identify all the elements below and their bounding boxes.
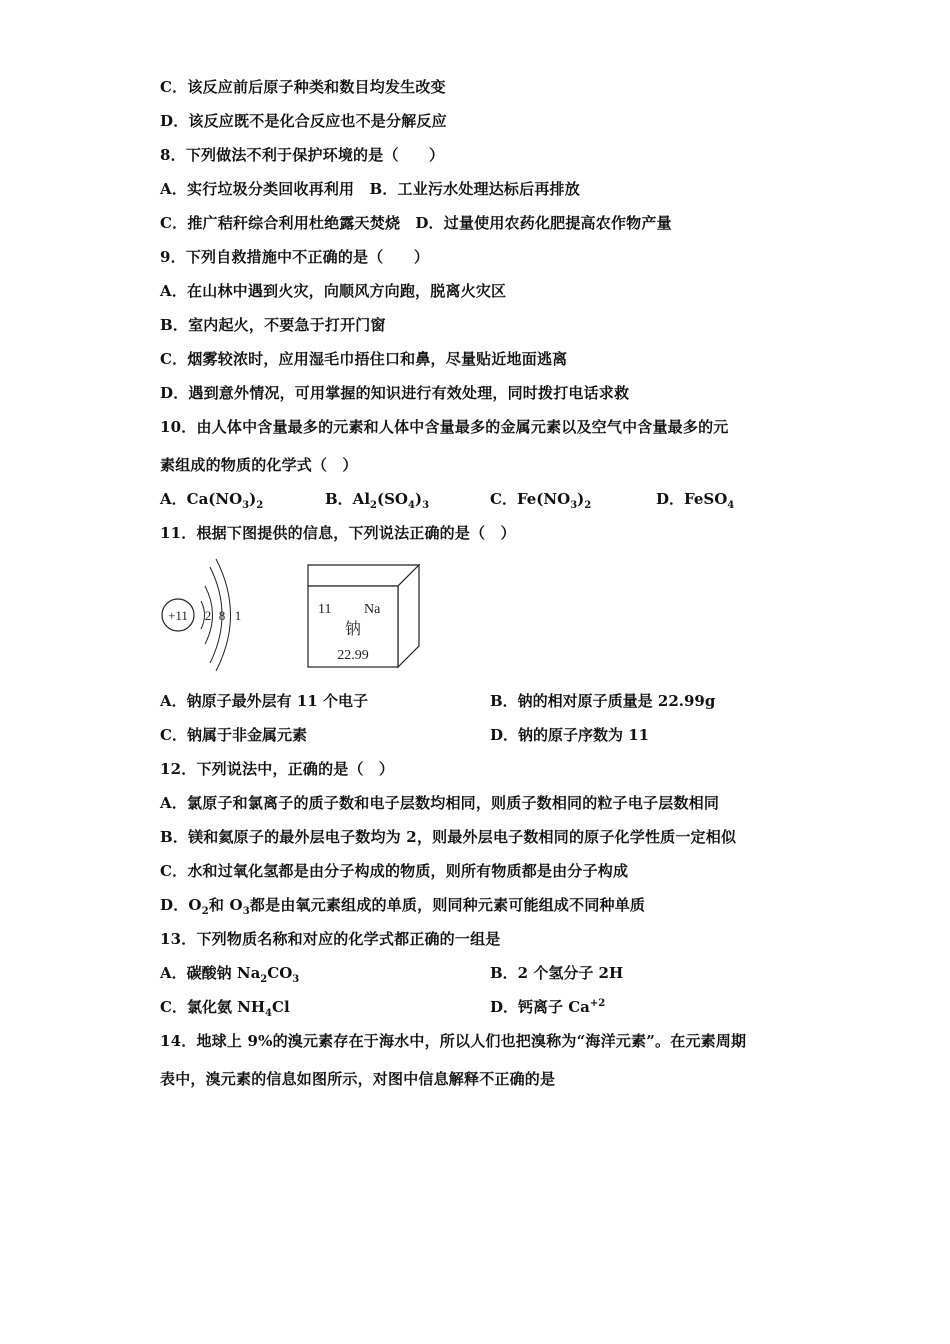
q9-option-b: B．室内起火，不要急于打开门窗 [160,316,386,334]
q12-stem: 12．下列说法中，正确的是（ ） [160,760,395,778]
element-symbol: Na [364,602,381,617]
q11-option-d: D．钠的原子序数为 11 [490,726,650,744]
q14-stem-line2: 表中，溴元素的信息如图所示，对图中信息解释不正确的是 [160,1070,556,1088]
sodium-diagram [158,555,428,675]
q12-option-c: C．水和过氧化氢都是由分子构成的物质，则所有物质都是由分子构成 [160,862,629,880]
q8-options-ab: A．实行垃圾分类回收再利用 B．工业污水处理达标后再排放 [160,180,580,198]
element-name: 钠 [344,619,362,638]
q13-stem: 13．下列物质名称和对应的化学式都正确的一组是 [160,930,501,948]
q7-option-d: D．该反应既不是化合反应也不是分解反应 [160,112,447,130]
nucleus-charge: +11 [168,608,188,623]
shell-3-electrons: 1 [234,608,242,623]
q12-option-b: B．镁和氦原子的最外层电子数均为 2，则最外层电子数相同的原子化学性质一定相似 [160,828,737,846]
q12-option-d: D．$O_2$和 $O_3$都是由氧元素组成的单质，则同种元素可能组成不同种单质 [160,896,646,917]
q13-option-a: A．碳酸钠 $Na_2CO_3$ [160,964,300,985]
q9-option-c: C．烟雾较浓时，应用湿毛巾捂住口和鼻，尽量贴近地面逃离 [160,350,568,368]
q10-stem-line1: 10．由人体中含量最多的元素和人体中含量最多的金属元素以及空气中含量最多的元 [160,418,729,436]
atom-structure-diagram [162,559,241,671]
q11-option-a: A．钠原子最外层有 11 个电子 [160,692,368,710]
q13-option-c: C．氯化氨 $NH_4Cl$ [160,998,290,1019]
q11-stem: 11．根据下图提供的信息，下列说法正确的是（ ） [160,524,516,542]
q10-option-d: D．FeSO$_4$ [656,490,735,511]
q10-option-b: B．$Al_2(SO_4)_3$ [325,490,430,511]
atomic-number: 11 [318,602,332,617]
q8-stem: 8．下列做法不利于保护环境的是（ ） [160,146,445,164]
q10-stem-line2: 素组成的物质的化学式（ ） [160,456,358,474]
shell-2-electrons: 8 [218,608,226,623]
q9-option-d: D．遇到意外情况，可用掌握的知识进行有效处理，同时拨打电话求救 [160,384,630,402]
shell-1-electrons: 2 [204,608,212,623]
atomic-mass: 22.99 [337,648,369,663]
q10-option-c: C．$Fe(NO_3)_2$ [490,490,592,511]
q12-option-a: A．氯原子和氯离子的质子数和电子层数均相同，则质子数相同的粒子电子层数相同 [160,794,720,812]
q13-option-b: B．2 个氢分子 2H [490,964,624,982]
q11-option-c: C．钠属于非金属元素 [160,726,307,744]
q8-options-cd: C．推广秸秆综合利用杜绝露天焚烧 D．过量使用农药化肥提高农作物产量 [160,214,672,232]
q11-option-b: B．钠的相对原子质量是 22.99g [490,692,716,710]
q14-stem-line1: 14．地球上 9%的溴元素存在于海水中，所以人们也把溴称为“海洋元素”。在元素周期 [160,1032,747,1050]
q10-option-a: A．$Ca(NO_3)_2$ [160,490,264,511]
q7-option-c: C．该反应前后原子种类和数目均发生改变 [160,78,446,96]
element-card [308,565,419,667]
q9-stem: 9．下列自救措施中不正确的是（ ） [160,248,430,266]
q13-option-d: D．钙离子 $Ca^{+2}$ [490,998,606,1016]
q9-option-a: A．在山林中遇到火灾，向顺风方向跑，脱离火灾区 [160,282,507,300]
